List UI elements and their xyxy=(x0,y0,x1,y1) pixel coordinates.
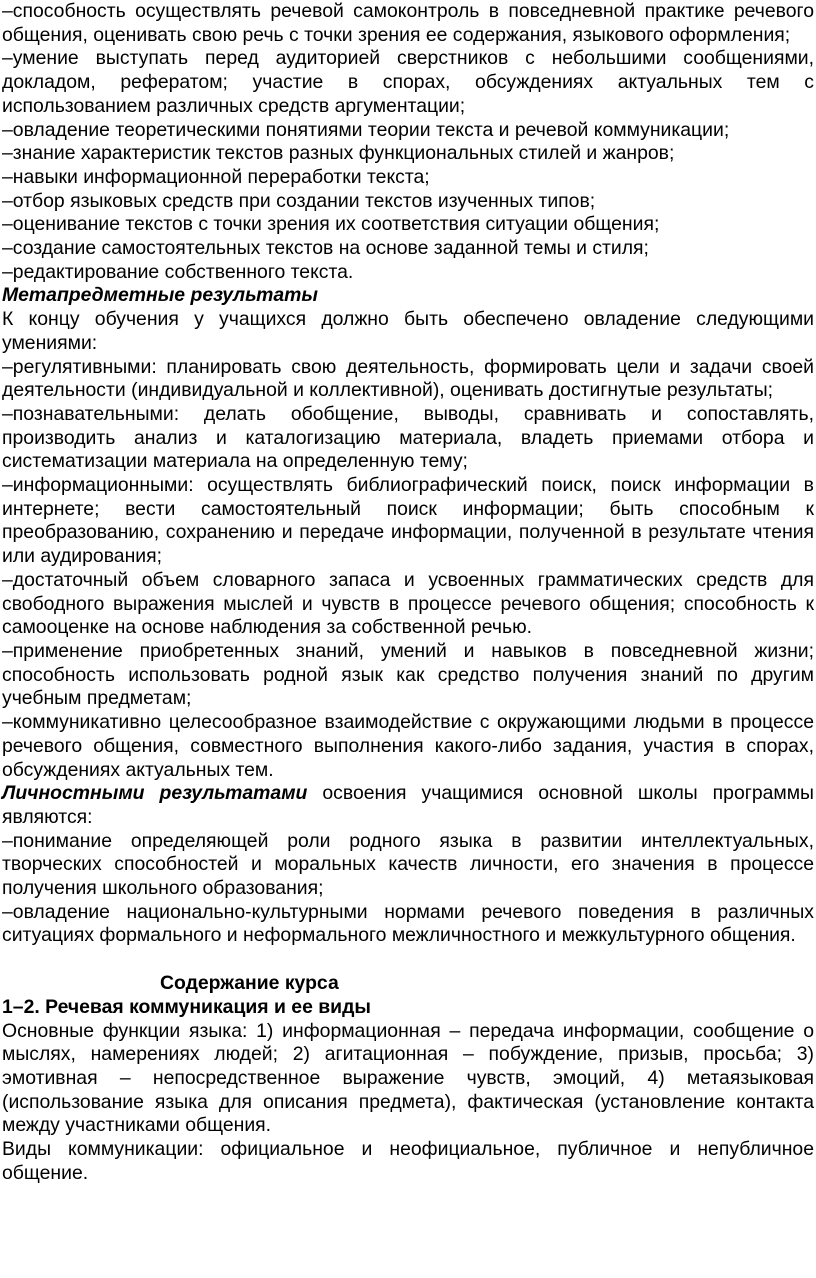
paragraph: –умение выступать перед аудиторией сверстников с небольшими сообщениями, докладом, рефератом; участие в спорах, обсуждениях актуальных тем с использованием различных средств аргументации; xyxy=(2,47,814,117)
paragraph: Основные функции языка: 1) информационная – передача информации, сообщение о мыслях, намерениях людей; 2) агитационная – побуждение, призыв, просьба; 3) эмотивная – непосредственное выражение чувств, эмоций, 4) метаязыковая (использование языка для описания предмета), фактическая (установление контакта между участниками общения. xyxy=(2,1019,814,1137)
paragraph: –информационными: осуществлять библиографический поиск, поиск информации в интернете; вести самостоятельный поиск информации; быть способным к преобразованию, сохранению и передаче информации, полученной в результате чтения или аудирования; xyxy=(2,474,814,568)
paragraph: Виды коммуникации: официальное и неофициальное, публичное и непубличное общение. xyxy=(2,1138,814,1184)
paragraph: –создание самостоятельных текстов на основе заданной темы и стиля; xyxy=(2,237,649,260)
paragraph: –редактирование собственного текста. xyxy=(2,260,354,283)
section-title: 1–2. Речевая коммуникация и ее виды xyxy=(2,995,371,1018)
paragraph: –регулятивными: планировать свою деятельность, формировать цели и задачи своей деятельности (индивидуальной и коллективной), оценивать достигнутые результаты; xyxy=(2,355,814,402)
personal-results-intro: освоения учащимися основной школы программы являются: xyxy=(2,782,814,828)
paragraph: –оценивание текстов с точки зрения их соответствия ситуации общения; xyxy=(2,213,660,236)
paragraph: –навыки информационной переработки текста; xyxy=(2,165,430,188)
paragraph: –отбор языковых средств при создании текстов изученных типов; xyxy=(2,189,596,212)
paragraph: –знание характеристик текстов разных функциональных стилей и жанров; xyxy=(2,142,675,165)
meta-results-heading: Метапредметные результаты xyxy=(2,284,318,307)
paragraph: –применение приобретенных знаний, умений и навыков в повседневной жизни; способность использовать родной язык как средство получения знаний по другим учебным предметам; xyxy=(2,639,814,710)
paragraph: –понимание определяющей роли родного языка в развитии интеллектуальных, творческих способностей и моральных качеств личности, его значения в процессе получения школьного образования; xyxy=(2,829,814,900)
paragraph: –коммуникативно целесообразное взаимодействие с окружающими людьми в процессе речевого общения, совместного выполнения какого-либо задания, участия в спорах, обсуждениях актуальных тем. xyxy=(2,711,814,781)
blank-line xyxy=(2,948,814,972)
paragraph: –достаточный объем словарного запаса и усвоенных грамматических средств для свободного выражения мыслей и чувств в процессе речевого общения; способность к самооценке на основе наблюдения за собственной речью. xyxy=(2,568,814,639)
paragraph: К концу обучения у учащихся должно быть обеспечено овладение следующими умениями: xyxy=(2,308,814,354)
paragraph: –способность осуществлять речевой самоконтроль в повседневной практике речевого общения, оценивать свою речь с точки зрения ее содержания, языкового оформления; xyxy=(2,0,814,46)
paragraph: –овладение теоретическими понятиями теории текста и речевой коммуникации; xyxy=(2,118,730,141)
paragraph: –познавательными: делать обобщение, выводы, сравнивать и сопоставлять, производить анализ и каталогизацию материала, владеть приемами отбора и систематизации материала на определенную тему; xyxy=(2,402,814,473)
paragraph: –овладение национально-культурными нормами речевого поведения в различных ситуациях формального и неформального межличностного и межкультурного общения. xyxy=(2,900,814,947)
course-content-title: Содержание курса xyxy=(160,972,339,995)
personal-results-heading: Личностными результатами xyxy=(2,782,308,805)
personal-results-paragraph xyxy=(2,782,814,829)
